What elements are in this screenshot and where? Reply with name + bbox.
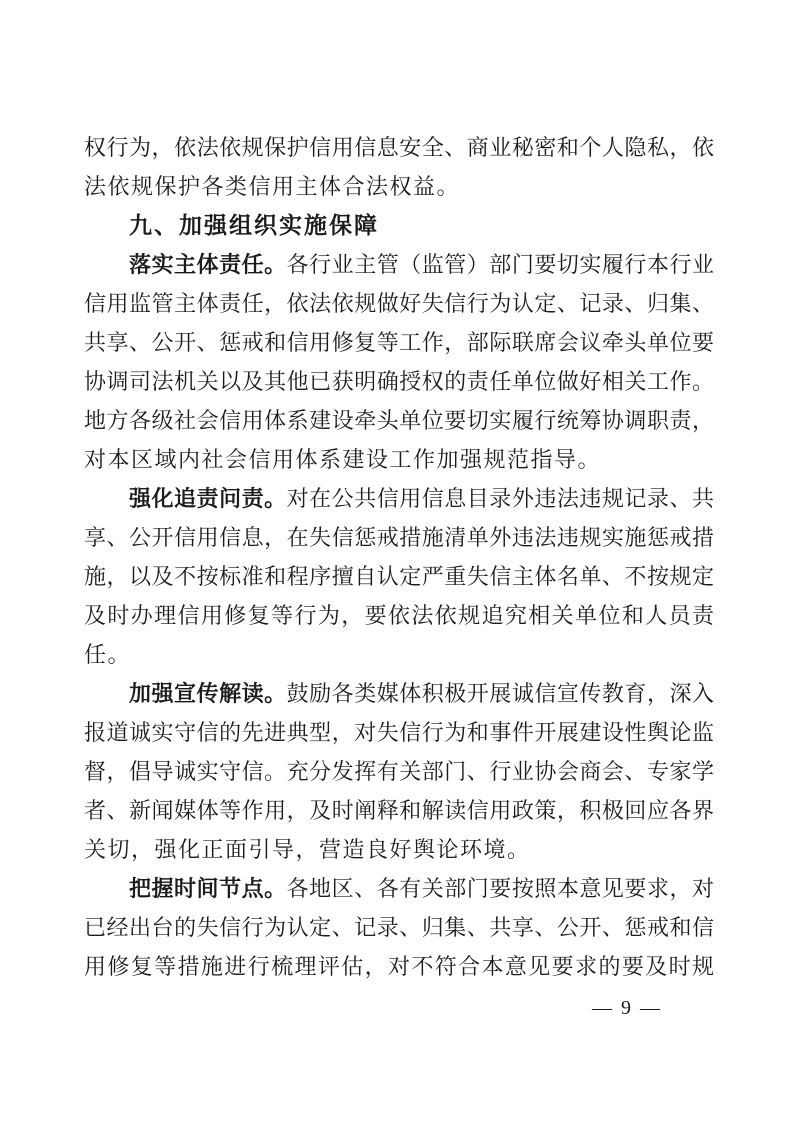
- bold-lead-segment: 落实主体责任。: [129, 252, 287, 277]
- body-text-segment: 者、新闻媒体等作用，及时阐释和解读信用政策，积极回应各界: [84, 798, 714, 823]
- body-text-segment: 享、公开信用信息，在失信惩戒措施清单外违法违规实施惩戒措: [84, 525, 714, 550]
- body-text-segment: 信用监管主体责任，依法依规做好失信行为认定、记录、归集、: [84, 291, 714, 316]
- text-line: [84, 323, 714, 362]
- body-text-segment: 关切，强化正面引导，营造良好舆论环境。: [84, 837, 531, 862]
- text-line: [84, 752, 714, 791]
- body-text-segment: 共享、公开、惩戒和信用修复等工作，部际联席会议牵头单位要: [84, 330, 714, 355]
- body-text-segment: 督，倡导诚实守信。充分发挥有关部门、行业协会商会、专家学: [84, 759, 714, 784]
- body-text-segment: 报道诚实守信的先进典型，对失信行为和事件开展建设性舆论监: [84, 720, 714, 745]
- body-text-segment: 对本区域内社会信用体系建设工作加强规范指导。: [84, 447, 602, 472]
- text-line: [84, 167, 714, 206]
- text-line: [84, 713, 714, 752]
- text-line: [84, 479, 714, 518]
- bold-lead-segment: 强化追责问责。: [129, 486, 287, 511]
- text-line: [84, 362, 714, 401]
- text-line: [84, 284, 714, 323]
- body-text-segment: 任。: [84, 642, 132, 667]
- body-text-segment: 各行业主管（监管）部门要切实履行本行业: [286, 252, 714, 277]
- text-line: [84, 128, 714, 167]
- body-text-segment: 施，以及不按标准和程序擅自认定严重失信主体名单、不按规定: [84, 564, 714, 589]
- text-line: [84, 908, 714, 947]
- body-text-segment: 权行为，依法依规保护信用信息安全、商业秘密和个人隐私，依: [84, 135, 714, 160]
- body-text-segment: 对在公共信用信息目录外违法违规记录、共: [286, 486, 714, 511]
- text-line: [84, 635, 714, 674]
- text-line: [84, 557, 714, 596]
- document-text: [84, 128, 714, 986]
- text-line: [84, 830, 714, 869]
- text-line: [84, 869, 714, 908]
- page-number: — 9 —: [592, 997, 662, 1019]
- text-line: [84, 518, 714, 557]
- bold-lead-segment: 九、加强组织实施保障: [129, 212, 379, 238]
- body-text-segment: 地方各级社会信用体系建设牵头单位要切实履行统筹协调职责，: [84, 408, 714, 433]
- text-line: [84, 596, 714, 635]
- bold-lead-segment: 加强宣传解读。: [129, 681, 287, 706]
- text-line: [84, 440, 714, 479]
- bold-lead-segment: 把握时间节点。: [129, 876, 287, 901]
- body-text-segment: 鼓励各类媒体积极开展诚信宣传教育，深入: [286, 681, 714, 706]
- body-text-segment: 各地区、各有关部门要按照本意见要求，对: [286, 876, 714, 901]
- text-line: [84, 401, 714, 440]
- text-line: [84, 791, 714, 830]
- text-line: [84, 245, 714, 284]
- body-text-segment: 协调司法机关以及其他已获明确授权的责任单位做好相关工作。: [84, 369, 714, 394]
- body-text-segment: 已经出台的失信行为认定、记录、归集、共享、公开、惩戒和信: [84, 915, 714, 940]
- body-text-segment: 法依规保护各类信用主体合法权益。: [84, 174, 461, 199]
- text-line: [84, 674, 714, 713]
- body-text-segment: 及时办理信用修复等行为，要依法依规追究相关单位和人员责: [84, 603, 714, 628]
- body-text-segment: 用修复等措施进行梳理评估，对不符合本意见要求的要及时规: [84, 954, 714, 979]
- section-heading: [84, 206, 714, 245]
- text-line: [84, 947, 714, 986]
